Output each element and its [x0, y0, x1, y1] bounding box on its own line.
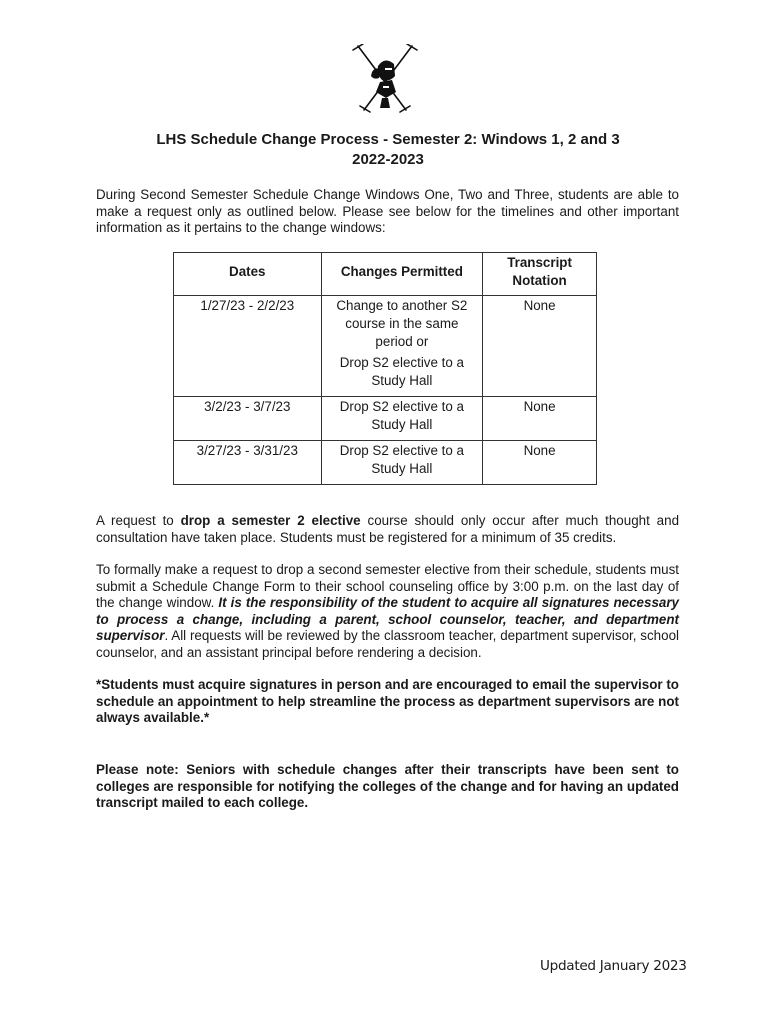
table-row: [174, 296, 597, 397]
changes-cell: Drop S2 elective to a Study Hall: [321, 441, 483, 485]
school-year: 2022-2023: [352, 151, 424, 168]
signatures-note: *Students must acquire signatures in person and are encouraged to email the supervisor to schedule an appointment to help streamline the process as department supervisors are not always available.*: [96, 677, 679, 725]
intro-paragraph: During Second Semester Schedule Change Windows One, Two and Three, students are able to make a request only as outlined below. Please see below for the timelines and other important information as it pertains to the change windows:: [96, 187, 679, 235]
page-title: LHS Schedule Change Process - Semester 2: Windows 1, 2 and 3: [156, 131, 620, 148]
seniors-note: Please note: Seniors with schedule changes after their transcripts have been sent to colleges are responsible for notifying the colleges of the change and for having an updated transcript mailed to each college.: [96, 762, 679, 810]
drop-elective-paragraph: A request to drop a semester 2 elective course should only occur after much thought and consultation have taken place. Students must be registered for a minimum of 35 credits.: [96, 513, 680, 545]
knight-crossed-swords-icon: [352, 44, 418, 114]
dates-header: Dates: [174, 253, 322, 296]
responsibility-emphasis: It is the responsibility of the student to acquire all signatures necessary to process a change, including a parent, school counselor, teacher, and department supervisor: [96, 595, 679, 643]
notation-cell: None: [483, 441, 597, 485]
notation-cell: None: [483, 397, 597, 441]
dates-cell: 3/2/23 - 3/7/23: [174, 397, 322, 441]
table-row: [174, 441, 597, 485]
notation-cell: None: [483, 296, 597, 397]
updated-date: Updated January 2023: [540, 958, 687, 974]
transcript-notation-header: Transcript Notation: [483, 253, 597, 296]
dates-cell: 1/27/23 - 2/2/23: [174, 296, 322, 397]
formal-request-paragraph: To formally make a request to drop a second semester elective from their schedule, students must submit a Schedule Change Form to their school counseling office by 3:00 p.m. on the last day of the change window. It is the responsibility of the student to acquire all signatures necessary to process a change, including a parent, school counselor, teacher, and department supervisor. All requests will be reviewed by the classroom teacher, department supervisor, school counselor, and an assistant principal before rendering a decision.: [96, 562, 679, 660]
table-row: [174, 397, 597, 441]
changes-cell: Drop S2 elective to a Study Hall: [321, 397, 483, 441]
changes-cell: Change to another S2 course in the same period or Drop S2 elective to a Study Hall: [321, 296, 483, 397]
dates-cell: 3/27/23 - 3/31/23: [174, 441, 322, 485]
change-windows-table: [173, 252, 597, 485]
drop-elective-emphasis: drop a semester 2 elective: [180, 513, 361, 528]
changes-permitted-header: Changes Permitted: [321, 253, 483, 296]
table-header-row: [174, 253, 597, 296]
